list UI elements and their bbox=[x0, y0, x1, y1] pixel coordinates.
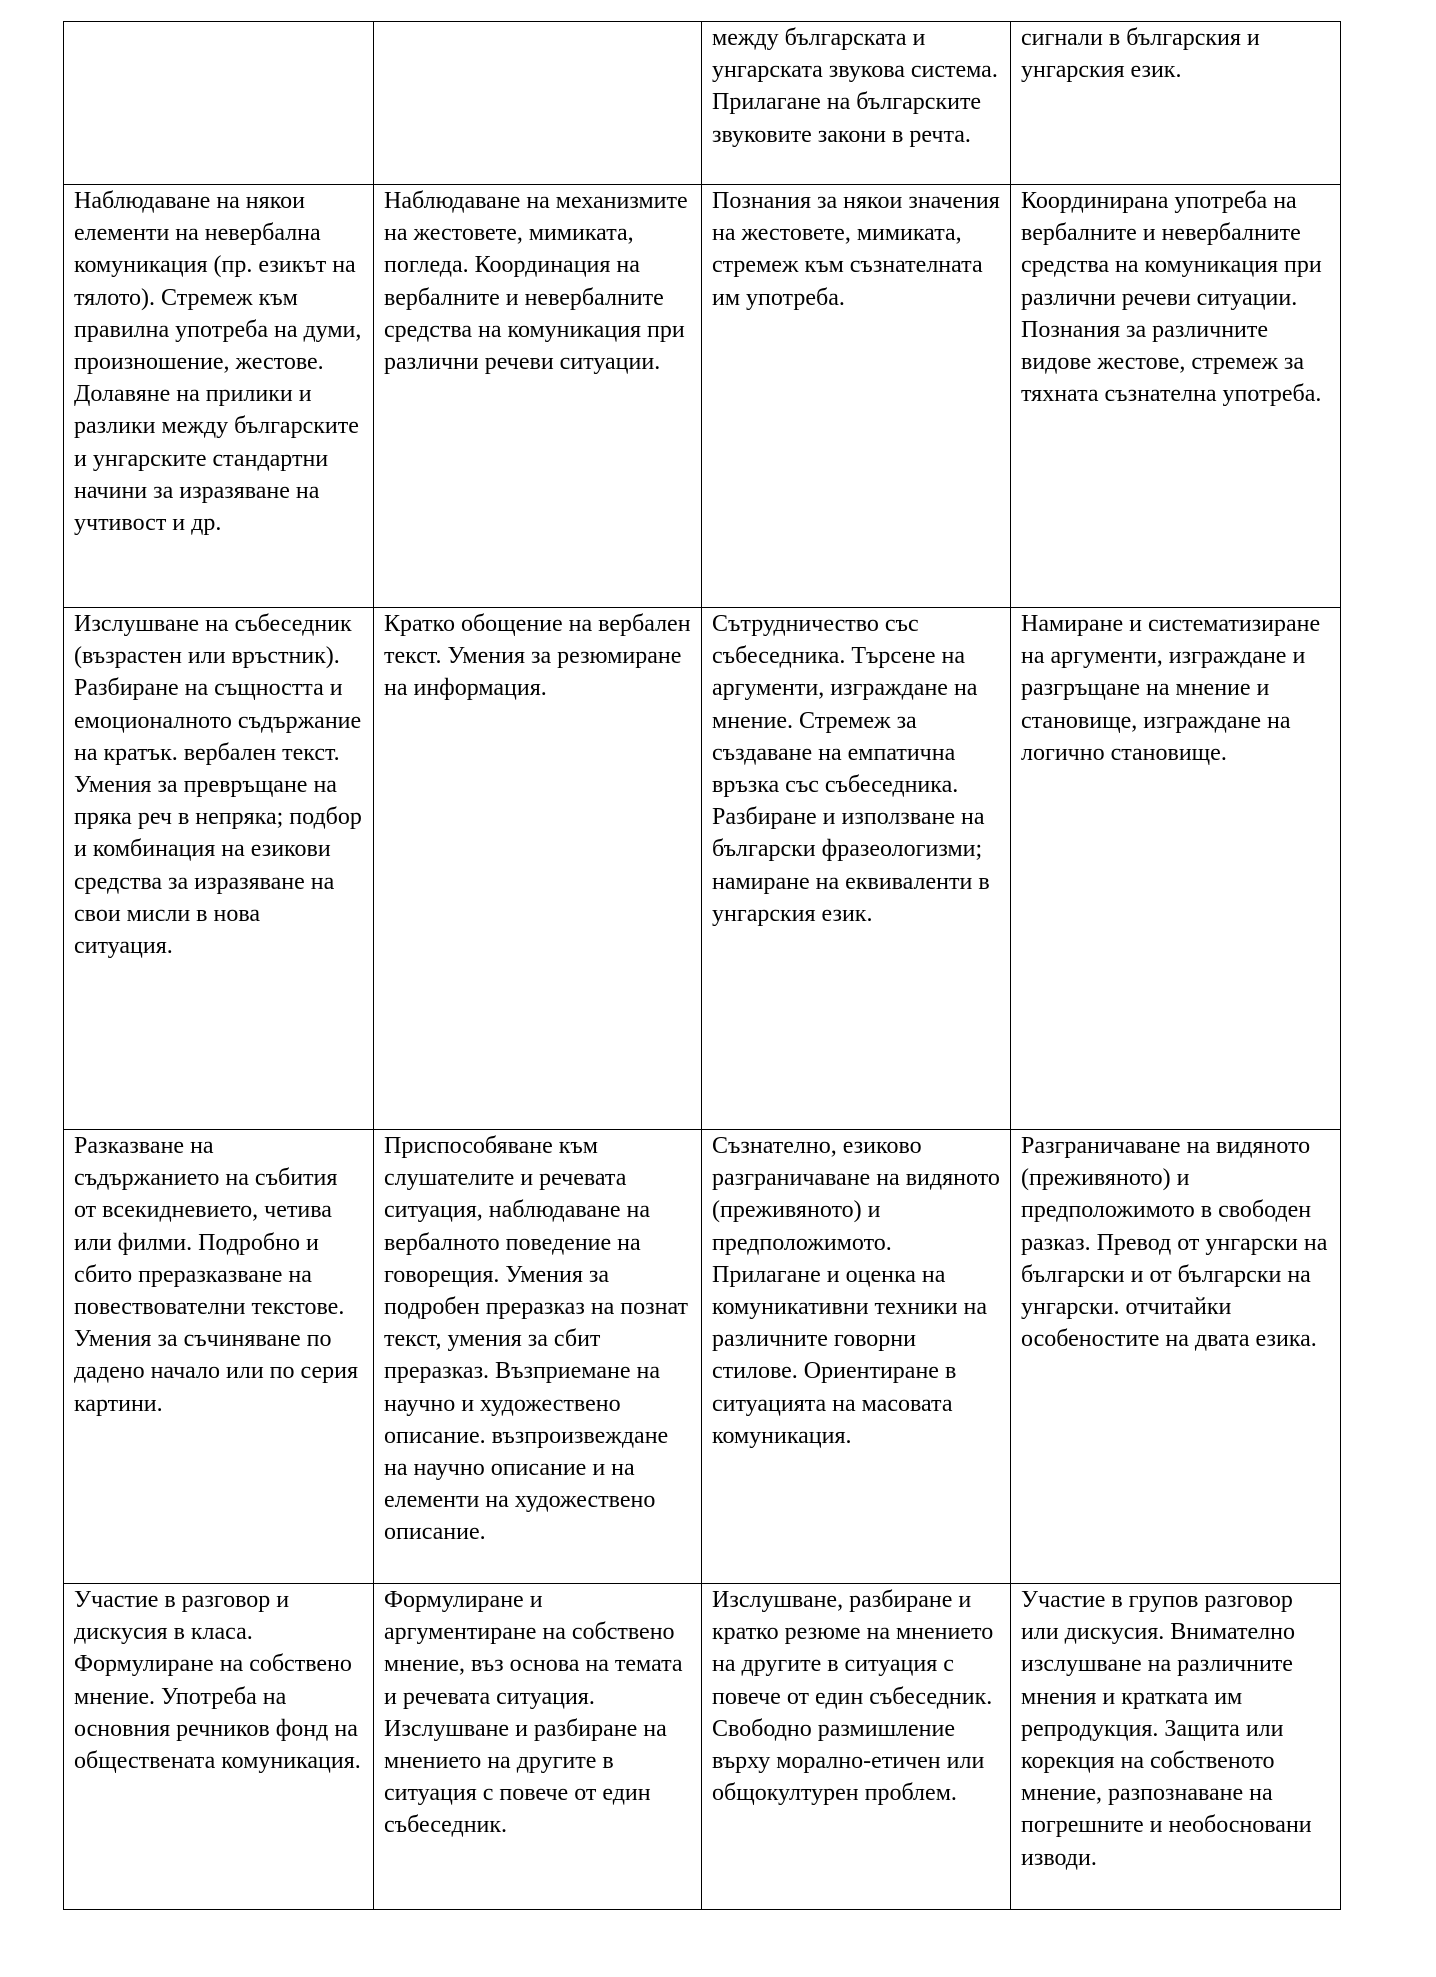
table-cell: Изслушване на събеседник (възрастен или връстник). Разбиране на същността и емоционалното съдържание на кратък. вербален текст. Умения за превръщане на пряка реч в непряка; подбор и комбинация на езикови средства за изразяване на свои мисли в нова ситуация. bbox=[64, 608, 374, 1130]
table-cell: Изслушване, разбиране и кратко резюме на мнението на другите в ситуация с повече от един събеседник. Свободно размишление върху морално-етичен или общокултурен проблем. bbox=[702, 1584, 1011, 1910]
table-cell: Приспособяване към слушателите и речевата ситуация, наблюдаване на вербалното поведение на говорещия. Умения за подробен преразказ на познат текст, умения за сбит преразказ. Възприемане на научно и художествено описание. възпроизвеждане на научно описание и на елементи на художествено описание. bbox=[374, 1130, 702, 1584]
table-cell: сигнали в българския и унгарския език. bbox=[1011, 22, 1341, 185]
table-cell: Разказване на съдържанието на събития от всекидневието, четива или филми. Подробно и сбито преразказване на повествователни текстове. Умения за съчиняване по дадено начало или по серия картини. bbox=[64, 1130, 374, 1584]
table-cell: Координирана употреба на вербалните и невербалните средства на комуникация при различни речеви ситуации. Познания за различните видове жестове, стремеж за тяхната съзнателна употреба. bbox=[1011, 185, 1341, 608]
table-cell bbox=[64, 22, 374, 185]
table-cell: между българската и унгарската звукова система. Прилагане на българските звуковите закони в речта. bbox=[702, 22, 1011, 185]
table-cell: Участие в групов разговор или дискусия. Внимателно изслушване на различните мнения и кратката им репродукция. Защита или корекция на собственото мнение, разпознаване на погрешните и необосновани изводи. bbox=[1011, 1584, 1341, 1910]
table-cell: Разграничаване на видяното (преживяното) и предположимото в свободен разказ. Превод от унгарски на български и от български на унгарски. отчитайки особеностите на двата езика. bbox=[1011, 1130, 1341, 1584]
table-cell: Сътрудничество със събеседника. Търсене на аргументи, изграждане на мнение. Стремеж за създаване на емпатична връзка със събеседника. Разбиране и използване на български фразеологизми; намиране на еквиваленти в унгарския език. bbox=[702, 608, 1011, 1130]
table-row bbox=[64, 608, 1341, 1130]
table-row bbox=[64, 22, 1341, 185]
table-cell: Кратко обощение на вербален текст. Умения за резюмиране на информация. bbox=[374, 608, 702, 1130]
curriculum-table bbox=[63, 21, 1341, 1910]
table-cell bbox=[374, 22, 702, 185]
table-row bbox=[64, 1584, 1341, 1910]
table-row bbox=[64, 185, 1341, 608]
table-cell: Познания за някои значения на жестовете, мимиката, стремеж към съзнателната им употреба. bbox=[702, 185, 1011, 608]
table-cell: Наблюдаване на някои елементи на невербална комуникация (пр. езикът на тялото). Стремеж към правилна употреба на думи, произношение, жестове. Долавяне на прилики и разлики между българските и унгарските стандартни начини за изразяване на учтивост и др. bbox=[64, 185, 374, 608]
table-cell: Участие в разговор и дискусия в класа. Формулиране на собствено мнение. Употреба на основния речников фонд на обществената комуникация. bbox=[64, 1584, 374, 1910]
table-cell: Съзнателно, езиково разграничаване на видяното (преживяното) и предположимото. Прилагане и оценка на комуникативни техники на различните говорни стилове. Ориентиране в ситуацията на масовата комуникация. bbox=[702, 1130, 1011, 1584]
table-row bbox=[64, 1130, 1341, 1584]
table-cell: Формулиране и аргументиране на собствено мнение, въз основа на темата и речевата ситуация. Изслушване и разбиране на мнението на другите в ситуация с повече от един събеседник. bbox=[374, 1584, 702, 1910]
table-cell: Намиране и систематизиране на аргументи, изграждане и разгръщане на мнение и становище, изграждане на логично становище. bbox=[1011, 608, 1341, 1130]
table-cell: Наблюдаване на механизмите на жестовете, мимиката, погледа. Координация на вербалните и невербалните средства на комуникация при различни речеви ситуации. bbox=[374, 185, 702, 608]
